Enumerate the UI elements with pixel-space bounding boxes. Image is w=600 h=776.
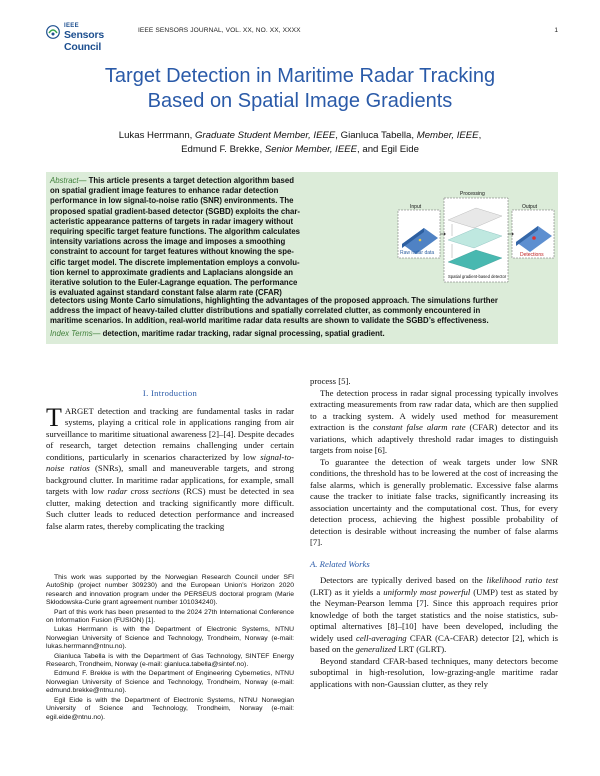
footnote: Egil Eide is with the Department of Electronic Systems, NTNU Norwegian University of Science and Technology, Trondheim, Norway (e-mail: egil.eide@ntnu.no). bbox=[46, 696, 294, 721]
body-italic: generalized bbox=[355, 644, 397, 654]
intro-text: ARGET detection and tracking are fundamental tasks in radar systems, playing a critical role in applications ranging from air surveillance to maritime situational awareness [2]–[4]. Despite decades of research, target detection remains challenging under certain conditions, particularly in scenarios characterized by low bbox=[46, 405, 294, 462]
intro-text: (SNRs), small and maneuverable targets, and strong background clutter. In maritime radar applications, for example, small targets with low bbox=[46, 463, 294, 496]
title-line-1: Target Detection in Maritime Radar Tracking bbox=[104, 65, 496, 87]
drop-cap: T bbox=[46, 402, 62, 432]
body-italic: constant false alarm rate bbox=[373, 422, 466, 432]
logo-mark-icon bbox=[46, 25, 60, 39]
ieee-sensors-council-logo bbox=[46, 22, 136, 53]
figure-label-output: Output bbox=[522, 204, 538, 210]
abstract-label: Abstract— bbox=[50, 176, 87, 185]
figure-label-raw: Raw radar data bbox=[400, 250, 435, 256]
abstract-line: performance in low signal-to-noise ratio (SNR) environments. The bbox=[50, 196, 294, 206]
author-name: , and Egil Eide bbox=[357, 143, 419, 155]
abstract-line: proposed spatial gradient-based detector (SGBD) exploits the char- bbox=[50, 206, 300, 216]
author-role: Senior Member, IEEE bbox=[264, 143, 358, 155]
footnote: This work was supported by the Norwegian Research Council under SFI AutoShip (project number 309230) and the European Union’s Horizon 2020 research and innovation program under the PERSEUS doctoral program (Marie Skłodowska-Curie grant agreement number 101034240). bbox=[46, 574, 294, 607]
logo-council-text: Sensors Council bbox=[64, 29, 105, 53]
author-name: , Gianluca Tabella, bbox=[335, 130, 417, 141]
body-italic: cell-averaging bbox=[355, 632, 407, 643]
paper-title bbox=[40, 64, 560, 114]
body-italic: likelihood ratio test bbox=[486, 575, 558, 585]
index-terms bbox=[50, 329, 554, 339]
intro-italic: radar cross sections bbox=[107, 486, 180, 496]
abstract-line: detectors using Monte Carlo simulations, highlighting the advantages of the proposed approach. The simulations further bbox=[50, 296, 498, 305]
body-paragraph: To guarantee the detection of weak targets under low SNR conditions, the threshold has to be lowered at the cost of increasing the false alarms, which is generally problematic. Excessive false alarms cause the tracker to initiate false tracks, significantly increasing its association uncertainty and the computational cost. Thus, for every detection process, achieving the highest possible probability of detection is desirable without increasing the number of false alarms [7]. bbox=[310, 456, 558, 547]
abstract-line: cific target model. The discrete implementation employs a convolu- bbox=[50, 257, 300, 267]
body-text: (LRT) as it yields a bbox=[310, 586, 384, 597]
body-text: LRT (GLRT). bbox=[396, 644, 447, 654]
abstract-line: intensity variations across the image and imposes a smoothing bbox=[50, 237, 286, 247]
intro-italic: signal-to-noise ratios bbox=[46, 451, 294, 473]
abstract-line: address the impact of heavy-tailed clutter distributions and spatially correlated clutter, as commonly encountered in bbox=[50, 306, 481, 316]
authors-line-2 bbox=[40, 143, 560, 157]
abstract-line: iterative solution to the Euler-Lagrange equation. The performance bbox=[50, 278, 298, 288]
abstract-line: is evaluated against standard constant false alarm rate (CFAR) bbox=[50, 288, 282, 298]
abstract-line: requiring specific target feature functions. The algorithm calculates bbox=[50, 227, 300, 237]
index-terms-label: Index Terms— bbox=[50, 329, 101, 338]
body-text: The detection process in radar signal processing typically involves extracting measurements from raw radar data, which are then supplied to a tracking system. A widely used method for measurement extraction is the bbox=[310, 387, 558, 432]
author-name: Edmund F. Brekke, bbox=[181, 143, 265, 155]
intro-text: (RCS) must be detected in sea clutter, making detection and tracking significantly more difficult. Such clutter leads to reduced detection performance and increased false alarm rates, thereby complicating the tracking bbox=[46, 486, 294, 531]
figure-label-detections: Detections bbox=[520, 252, 544, 258]
body-text: Detectors are typically derived based on the bbox=[320, 575, 487, 585]
abstract-line: tion kernel to approximate gradients and Laplacians alongside an bbox=[50, 267, 294, 277]
abstract-line: on spatial gradient image features to enhance radar detection bbox=[50, 186, 279, 196]
body-paragraph: Beyond standard CFAR-based techniques, many detectors become suboptimal in high-resolution, low-grazing-angle maritime radar applications with non-Gaussian clutter, as they rely bbox=[310, 655, 558, 689]
abstract-line: constraint to account for target features without knowing the spe- bbox=[50, 247, 294, 257]
body-paragraph: process [5]. bbox=[310, 376, 351, 386]
body-text: (CFAR) detector and its variations, which adaptively threshold radar images to distinguish targets from noise [6]. bbox=[310, 422, 558, 455]
title-line-2: Based on Spatial Image Gradients bbox=[147, 90, 453, 112]
footnotes bbox=[46, 574, 294, 723]
figure-label-sgbd: Spatial gradient-based detector bbox=[448, 274, 507, 279]
body-italic: uniformly most powerful bbox=[383, 586, 471, 597]
body-text: (UMP) test as stated by the Neyman-Pearson lemma [7]. Since this approach requires prior knowledge of both the target statistics and the noise statistics, sub-optimal alternatives [8]–[10] have been developed, including the widely used bbox=[310, 586, 559, 643]
page-number: 1 bbox=[554, 27, 558, 34]
journal-name: IEEE SENSORS JOURNAL, VOL. XX, NO. XX, XXXX bbox=[138, 27, 301, 34]
author-role: Graduate Student Member, IEEE bbox=[195, 130, 336, 141]
author-name: Lukas Herrmann, bbox=[118, 130, 196, 141]
figure-label-input: Input bbox=[410, 204, 422, 210]
abstract-text-fullwidth bbox=[50, 296, 554, 327]
abstract-line: This article presents a target detection algorithm based bbox=[88, 176, 294, 185]
logo-ieee-text: IEEE bbox=[64, 23, 79, 29]
abstract-box bbox=[46, 172, 558, 344]
page-header bbox=[46, 22, 558, 53]
index-terms-text: detection, maritime radar tracking, radar signal processing, spatial gradient. bbox=[100, 329, 385, 338]
footnote: Gianluca Tabella is with the Department of Gas Technology, SINTEF Energy Research, Trondheim, Norway (e-mail: gianluca.tabella@sintef.no). bbox=[46, 652, 294, 669]
authors-line-1: Lukas Herrmann, Graduate Student Member, IEEE, Gianluca Tabella, Member, IEEE, bbox=[118, 130, 482, 141]
footnote: Lukas Herrmann is with the Department of Electronic Systems, NTNU Norwegian University of Science and Technology, Trondheim, Norway (e-mail: lukas.herrmann@ntnu.no). bbox=[46, 626, 294, 651]
section-heading-introduction: I. Introduction bbox=[142, 388, 198, 398]
right-column bbox=[310, 376, 558, 690]
footnote: Edmund F. Brekke is with the Department of Engineering Cybernetics, NTNU Norwegian University of Science and Technology, Trondheim, Norway (e-mail: edmund.brekke@ntnu.no). bbox=[46, 670, 294, 695]
author-role: Member, IEEE bbox=[416, 130, 479, 141]
footnote: Part of this work has been presented to the 2024 27th International Conference on Information Fusion (FUSION) [1]. bbox=[46, 608, 294, 625]
subsection-heading-related-works: A. Related Works bbox=[310, 558, 370, 569]
figure-label-processing: Processing bbox=[460, 191, 485, 197]
author-list bbox=[40, 129, 560, 156]
left-column bbox=[46, 388, 294, 532]
graphical-abstract-figure bbox=[396, 184, 556, 292]
abstract-line: maritime scenarios. In addition, real-world maritime radar data results are shown to validate the SGBD’s effectiveness. bbox=[50, 316, 489, 326]
body-paragraph bbox=[310, 388, 558, 457]
intro-paragraph bbox=[46, 402, 294, 533]
body-paragraph bbox=[310, 575, 558, 656]
body-text: CFAR (CA-CFAR) detector [2], which is based on the bbox=[310, 632, 558, 654]
abstract-text bbox=[50, 176, 388, 298]
abstract-line: acteristic appearance patterns of targets in radar imagery without bbox=[50, 216, 294, 226]
